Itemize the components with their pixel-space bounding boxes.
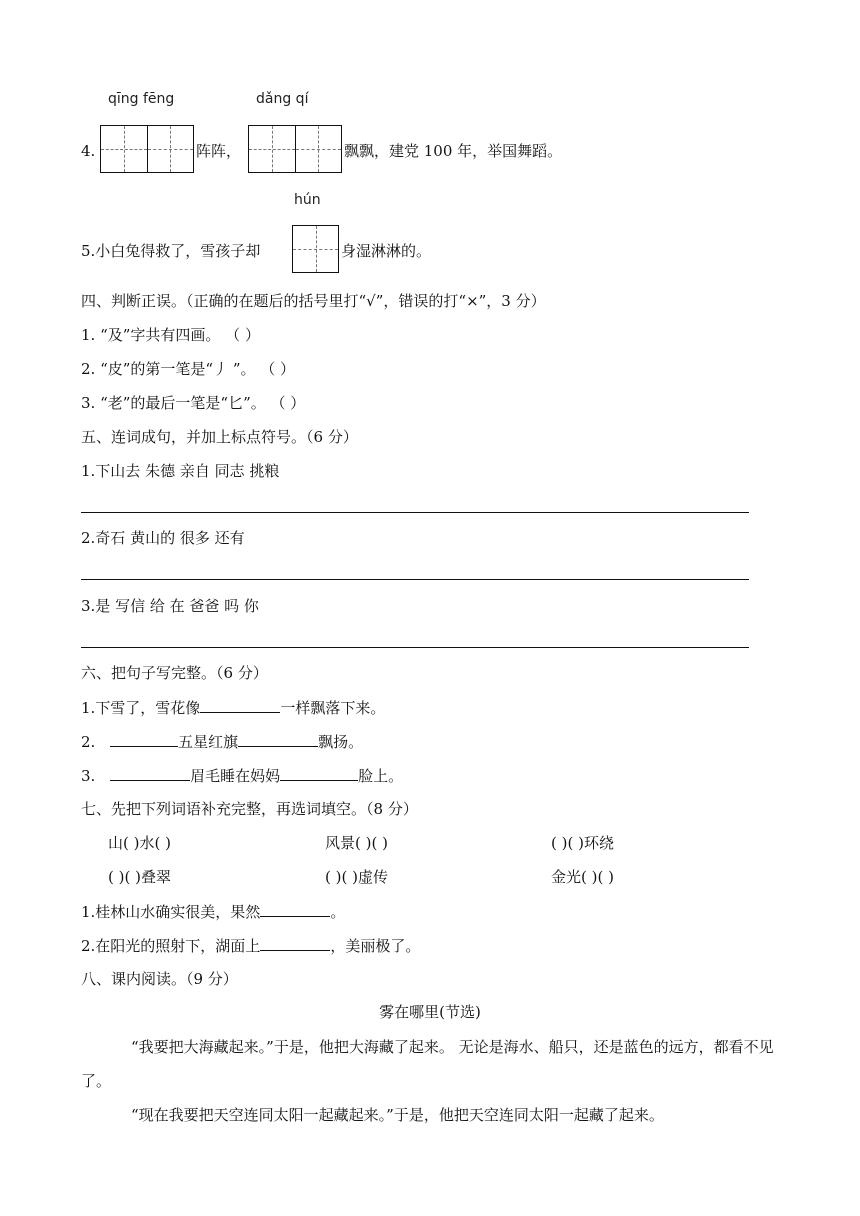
judge-item-3: 3. “老”的最后一笔是“匕”。 （ ） [81,394,306,412]
idiom-4: ( )( )叠翠 [108,868,171,886]
sentence-2-num: 2. [81,733,101,751]
blank-5[interactable] [280,765,358,781]
blank-3[interactable] [238,731,318,747]
q5-suffix: 身湿淋淋的。 [341,242,432,260]
sentence-2-end: 飘扬。 [318,733,364,751]
idiom-3: ( )( )环绕 [551,834,614,852]
section6-title: 六、把句子写完整。（6 分） [81,664,268,682]
q4-number: 4. [81,142,96,160]
blank-7[interactable] [260,935,330,951]
sentence-1-start: 1.下雪了，雪花像 [81,699,201,717]
word-group-2: 2.奇石 黄山的 很多 还有 [81,529,245,547]
passage-title: 雾在哪里(节选) [379,1003,481,1021]
fill-2-start: 2.在阳光的照射下，湖面上 [81,937,261,955]
sentence-3-end: 脸上。 [358,767,404,785]
judge-item-2: 2. “皮”的第一笔是“丿 ”。 （ ） [81,360,296,378]
blank-2[interactable] [110,731,178,747]
sentence-2-mid: 五星红旗 [178,733,239,751]
pinyin-hun: hún [294,192,321,208]
tianzige-box-dangqi[interactable] [248,125,342,173]
pinyin-qingfeng: qīng fēng [108,91,175,107]
q4-middle-text: 阵阵， [196,142,242,160]
fill-1-end: 。 [330,903,346,921]
sentence-1-end: 一样飘落下来。 [280,699,386,717]
section7-title: 七、先把下列词语补充完整，再选词填空。（8 分） [81,800,418,818]
q4-end-text: 飘飘，建党 100 年，举国舞蹈。 [344,142,563,160]
idiom-1: 山( )水( ) [108,834,171,852]
fill-2-end: ，美丽极了。 [330,937,421,955]
passage-paragraph-2: “现在我要把天空连同太阳一起藏起来。”于是，他把天空连同太阳一起藏了起来。 [131,1106,664,1124]
sentence-3 [81,765,403,786]
word-group-1: 1.下山去 朱德 亲自 同志 挑粮 [81,462,280,480]
answer-line-2[interactable] [81,579,749,580]
word-group-3: 3.是 写信 给 在 爸爸 吗 你 [81,597,259,615]
blank-4[interactable] [110,765,190,781]
judge-item-1: 1. “及”字共有四画。 （ ） [81,326,260,344]
fill-1-start: 1.桂林山水确实很美，果然 [81,903,261,921]
idiom-5: ( )( )虚传 [325,868,388,886]
sentence-1 [81,697,385,718]
tianzige-box-qingfeng[interactable] [100,125,194,173]
section8-title: 八、课内阅读。（9 分） [81,970,238,988]
blank-6[interactable] [260,901,330,917]
tianzige-box-hun[interactable] [292,225,339,273]
fill-sentence-2 [81,935,420,956]
pinyin-dangqi: dǎng qí [256,91,309,107]
idiom-2: 风景( )( ) [325,834,388,852]
answer-line-3[interactable] [81,647,749,648]
answer-line-1[interactable] [81,512,749,513]
passage-paragraph-1: “我要把大海藏起来。”于是，他把大海藏了起来。 无论是海水、船只，还是蓝色的远方，都看不见了。 [81,1038,774,1090]
idiom-6: 金光( )( ) [551,868,614,886]
section5-title: 五、连词成句，并加上标点符号。（6 分） [81,428,358,446]
sentence-3-num: 3. [81,767,101,785]
fill-sentence-1 [81,901,345,922]
sentence-3-mid: 眉毛睡在妈妈 [190,767,281,785]
sentence-2 [81,731,363,752]
blank-1[interactable] [200,697,280,713]
q5-prefix: 5.小白兔得救了，雪孩子却 [81,242,261,260]
section4-title: 四、判断正误。（正确的在题后的括号里打“√”，错误的打“×”，3 分） [81,292,546,310]
